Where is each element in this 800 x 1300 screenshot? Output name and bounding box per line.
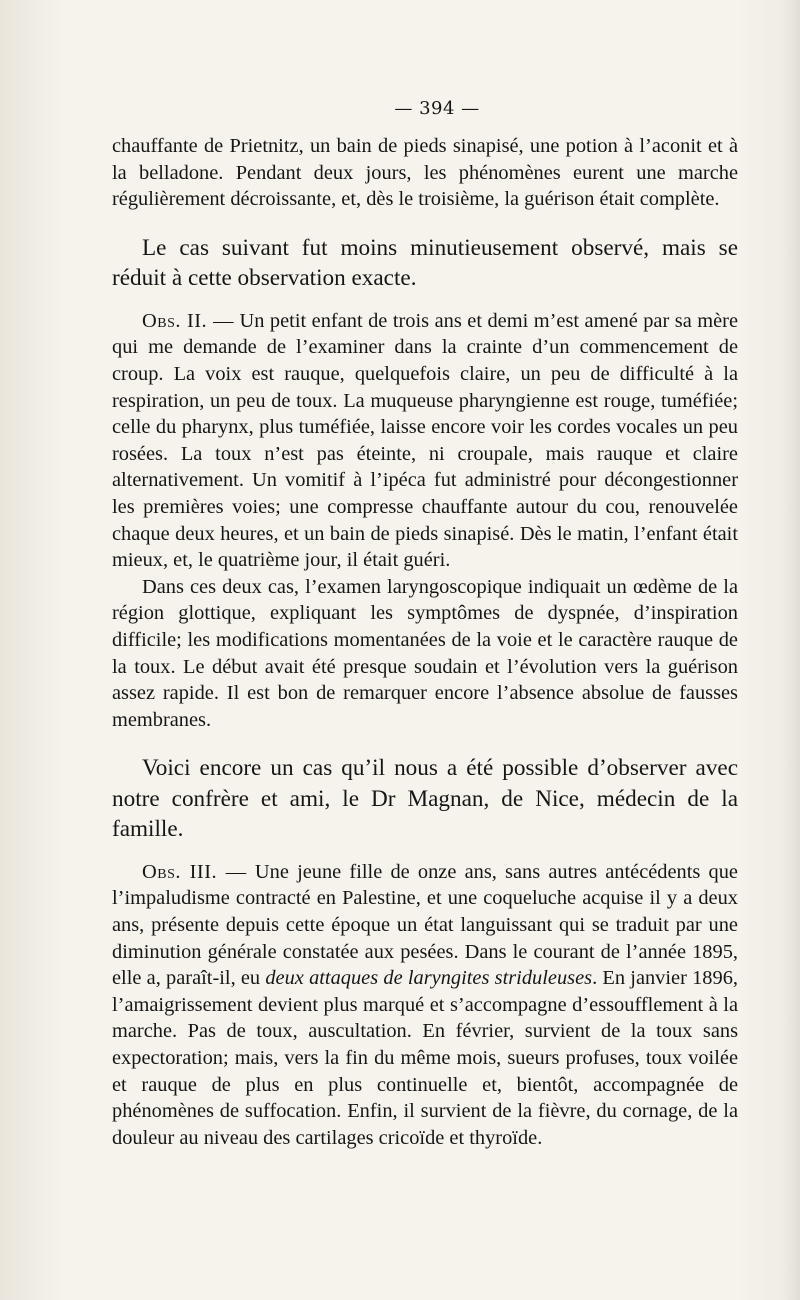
- paragraph-discussion: Dans ces deux cas, l’examen laryngoscopique indiquait un œdème de la région glottique, expliquant les symptômes de dyspnée, d’inspiration difficile; les modifications momentanées de la voie et le caractère rauque de la toux. Le début avait été presque soudain et l’évolution vers la guérison assez rapide. Il est bon de remarquer encore l’absence absolue de fausses membranes.: [112, 575, 738, 731]
- page-number: — 394 —: [394, 98, 480, 119]
- page-edge-shadow: [782, 0, 800, 1300]
- observation-3: [112, 859, 738, 1152]
- observation-2-label: Obs. II. —: [142, 309, 235, 332]
- observation-3-text-start: Une jeune fille de onze ans, sans autres antécédents que l’impaludisme contracté en Palestine, et une coqueluche acquise il y a deux ans, présente depuis cette époque un état languissant qui se traduit par une diminution générale constatée aux pesées. Dans le courant de l’année 1895, elle a, paraît-il, eu: [112, 860, 738, 990]
- paragraph-transition-1: Le cas suivant fut moins minutieusement observé, mais se réduit à cette observation exacte.: [112, 234, 738, 292]
- observation-3-text-end: . En janvier 1896, l’amaigrissement devient plus marqué et s’accompagne d’essoufflement à la marche. Pas de toux, auscultation. En février, survient de la toux sans expectoration; mais, vers la fin du même mois, sueurs profuses, toux voilée et rauque de plus en plus continuelle et, bientôt, accompagnée de phénomènes de suffocation. Enfin, il survient de la fièvre, du cornage, de la douleur au niveau des cartilages cricoïde et thyroïde.: [112, 967, 738, 1149]
- paragraph-continuation: chauffante de Prietnitz, un bain de pieds sinapisé, une potion à l’aconit et à la belladone. Pendant deux jours, les phénomènes eurent une marche régulièrement décroissante, et, dès le troisième, la guérison était complète.: [112, 135, 738, 211]
- paragraph-transition-2: Voici encore un cas qu’il nous a été possible d’observer avec notre confrère et ami, le Dr Magnan, de Nice, médecin de la famille.: [112, 755, 738, 843]
- observation-3-italic: deux attaques de laryngites striduleuses: [265, 967, 593, 990]
- observation-2: [112, 308, 738, 574]
- observation-3-label: Obs. III. —: [142, 860, 247, 883]
- observation-2-text: Un petit enfant de trois ans et demi m’est amené par sa mère qui me demande de l’examiner dans la crainte d’un commencement de croup. La voix est rauque, quelquefois claire, un peu de difficulté à la respiration, un peu de toux. La muqueuse pharyngienne est rouge, tuméfiée; celle du pharynx, plus tuméfiée, laisse encore voir les cordes vocales un peu rosées. La toux n’est pas éteinte, ni croupale, mais rauque et claire alternativement. Un vomitif à l’ipéca fut administré pour décongestionner les premières voies; une compresse chauffante autour du cou, renouvelée chaque deux heures, et un bain de pieds sinapisé. Dès le matin, l’enfant était mieux, et, le quatrième jour, il était guéri.: [112, 309, 738, 572]
